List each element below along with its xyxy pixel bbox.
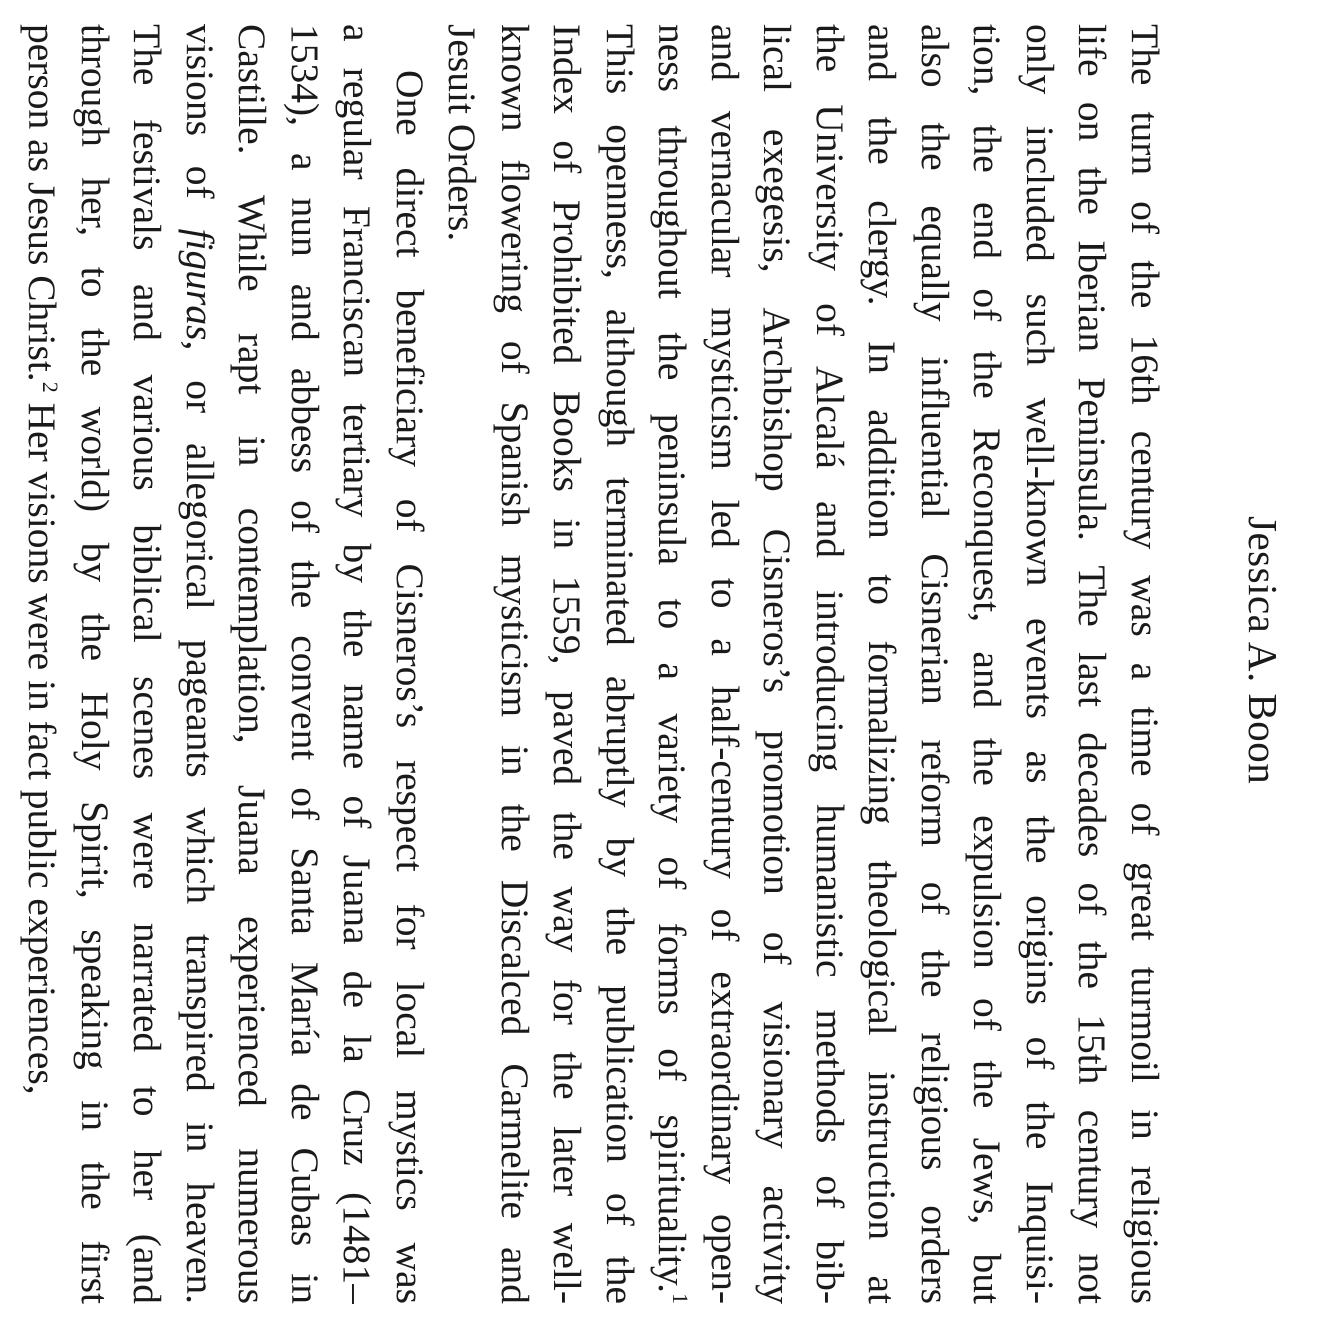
text-line: only included such well-known events as the origins of the Inquisi- — [1018, 24, 1062, 1304]
text-line: One direct beneficiary of Cisneros’s respect for local mystics was — [388, 70, 432, 1304]
text-line: This openness, although terminated abruptly by the publication of the — [598, 24, 642, 1304]
paragraph — [16, 24, 436, 1304]
text-line: life on the Iberian Peninsula. The last decades of the 15th century not — [1070, 24, 1115, 1304]
line-text: visions of — [178, 24, 222, 199]
line-text: Her visions were in fact public experiences, — [20, 392, 65, 1095]
text-line: Castille. While rapt in contemplation, Juana experienced numerous — [230, 24, 275, 1304]
text-line: Index of Prohibited Books in 1559, paved the way for the later well- — [545, 24, 590, 1304]
text-line — [174, 24, 227, 1304]
text-line: 1534), a nun and abbess of the convent of Santa María de Cubas in — [283, 24, 327, 1304]
text-line: known flowering of Spanish mysticism in the Discalced Carmelite and — [493, 24, 537, 1304]
footnote-ref-2[interactable]: 2 — [38, 381, 64, 393]
text-line: Jesuit Orders. — [440, 24, 485, 242]
line-text: ness throughout the peninsula to a variety of forms of spirituality. — [650, 24, 695, 1293]
line-text: person as Jesus Christ. — [20, 24, 65, 382]
text-line: and vernacular mysticism led to a half-century of extraordinary open- — [703, 24, 747, 1304]
body-text — [16, 24, 1171, 1304]
text-line: also the equally influential Cisnerian reform of the religious orders — [913, 24, 957, 1304]
paragraph — [436, 24, 1171, 1304]
text-line: and the clergy. In addition to formalizing theological instruction at — [860, 24, 905, 1304]
text-line: tion, the end of the Reconquest, and the expulsion of the Jews, but — [965, 24, 1010, 1304]
text-line — [16, 24, 69, 1304]
text-line: The festivals and various biblical scenes were narrated to her (and — [125, 24, 170, 1304]
text-line: through her, to the world) by the Holy Spirit, speaking in the first — [73, 24, 117, 1304]
footnote-ref-1[interactable]: 1 — [668, 1293, 694, 1304]
running-head-author: Jessica A. Boon — [1240, 516, 1286, 785]
italic-term: figuras — [178, 228, 222, 341]
text-line — [646, 24, 699, 1304]
text-line: the University of Alcalá and introducing humanistic methods of bib- — [808, 24, 852, 1304]
line-text: , or allegorical pageants which transpired in heaven. — [178, 340, 222, 1304]
text-line: lical exegesis, Archbishop Cisneros’s promotion of visionary activity — [755, 24, 800, 1304]
text-line: The turn of the 16th century was a time of great turmoil in religious — [1123, 24, 1167, 1304]
text-line: a regular Franciscan tertiary by the name of Juana de la Cruz (1481– — [335, 24, 380, 1304]
